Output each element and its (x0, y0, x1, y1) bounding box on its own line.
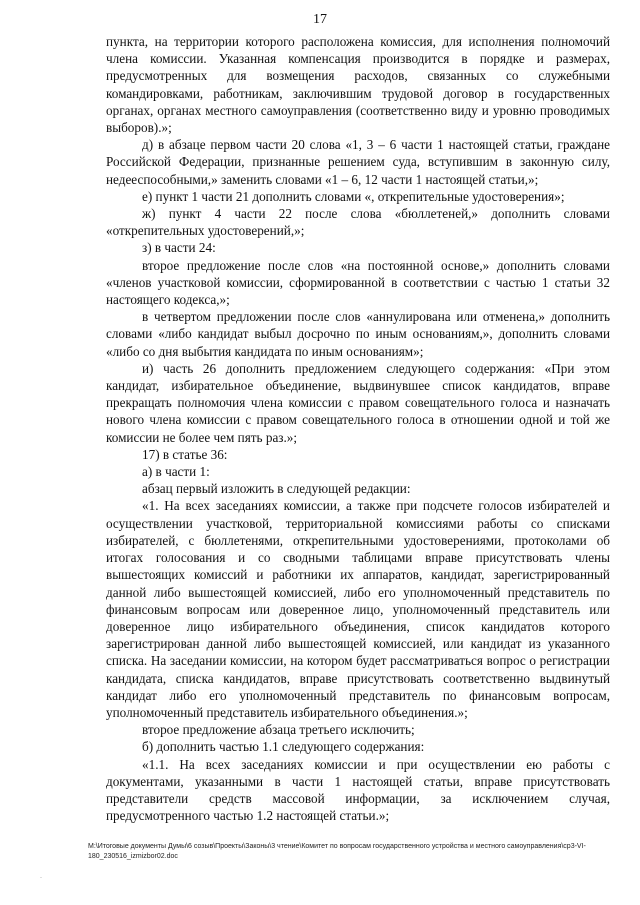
paragraph: з) в части 24: (142, 240, 216, 256)
paragraph: ж) пункт 4 части 22 после слова «бюллетеней,» дополнить словами «открепительных удостоверений,»; (106, 206, 610, 239)
paragraph: д) в абзаце первом части 20 слова «1, 3 – 6 части 1 настоящей статьи, граждане Российской Федерации, признанные решением суда, вступившим в законную силу, недееспособными,» заменить словами «1 – 6, 12 части 1 настоящей статьи,»; (106, 137, 610, 187)
paragraph: в четвертом предложении после слов «аннулирована или отменена,» дополнить словами «либо кандидат выбыл досрочно по иным основаниям,», дополнить словами «либо со дня выбытия кандидата по иным основаниям»; (106, 309, 610, 359)
document-body (106, 33, 610, 824)
paragraph: абзац первый изложить в следующей редакции: (142, 481, 411, 497)
page-number: 17 (313, 12, 327, 27)
paragraph: второе предложение абзаца третьего исключить; (142, 722, 415, 738)
scan-mark: · (40, 875, 42, 881)
footer-file-path: M:\Итоговые документы Думы\6 созыв\Проекты\Законы\3 чтение\Комитет по вопросам государственного устройства и местного самоуправления\ср3-VI-180_230516_izmizbor02.doc (88, 843, 586, 860)
paragraph: «1.1. На всех заседаниях комиссии и при осуществлении ею работы с документами, указанными в части 1 настоящей статьи, вправе присутствовать представители средств массовой информации, за исключением случая, предусмотренного частью 1.2 настоящей статьи.»; (106, 756, 610, 824)
paragraph: е) пункт 1 части 21 дополнить словами «, открепительные удостоверения»; (142, 188, 565, 204)
paragraph: пункта, на территории которого расположена комиссия, для исполнения полномочий члена комиссии. Указанная компенсация производится в порядке и размерах, предусмотренных для возмещения расходов, связанных со служебными командировками, работникам, заключившим трудовой договор в государственных органах, органах местного самоуправления (соответственно виду и уровню проводимых выборов).»; (106, 34, 610, 136)
paragraph: «1. На всех заседаниях комиссии, а также при подсчете голосов избирателей и осуществлении участковой, территориальной комиссиями работы со списками избирателей, с бюллетенями, открепительными удостоверениями, протоколами об итогах голосования и со сводными таблицами вправе присутствовать члены вышестоящих комиссий и работники их аппаратов, кандидат, зарегистрированный данной либо вышестоящей комиссией, либо его уполномоченный представитель по финансовым вопросам или доверенное лицо, уполномоченный представитель или доверенное лицо избирательного объединения, список кандидатов которого зарегистрирован данной либо вышестоящей комиссией, или кандидат из указанного списка. На заседании комиссии, на котором будет рассматриваться вопрос о регистрации кандидата, списка кандидатов, вправе присутствовать соответственно выдвинутый кандидат либо его уполномоченный представитель по финансовым вопросам, уполномоченный представитель избирательного объединения.»; (106, 498, 610, 720)
paragraph: 17) в статье 36: (142, 446, 228, 462)
paragraph: а) в части 1: (142, 464, 210, 480)
paragraph: б) дополнить частью 1.1 следующего содержания: (142, 739, 425, 755)
paragraph: и) часть 26 дополнить предложением следующего содержания: «При этом кандидат, избирательное объединение, выдвинувшее список кандидатов, вправе прекращать полномочия члена комиссии с правом совещательного голоса и назначать нового члена комиссии с правом совещательного голоса в отношении одной и той же комиссии не более чем пять раз.»; (106, 360, 610, 445)
paragraph: второе предложение после слов «на постоянной основе,» дополнить словами «членов участковой комиссии, сформированной в соответствии с частью 1 статьи 32 настоящего кодекса,»; (106, 257, 610, 308)
